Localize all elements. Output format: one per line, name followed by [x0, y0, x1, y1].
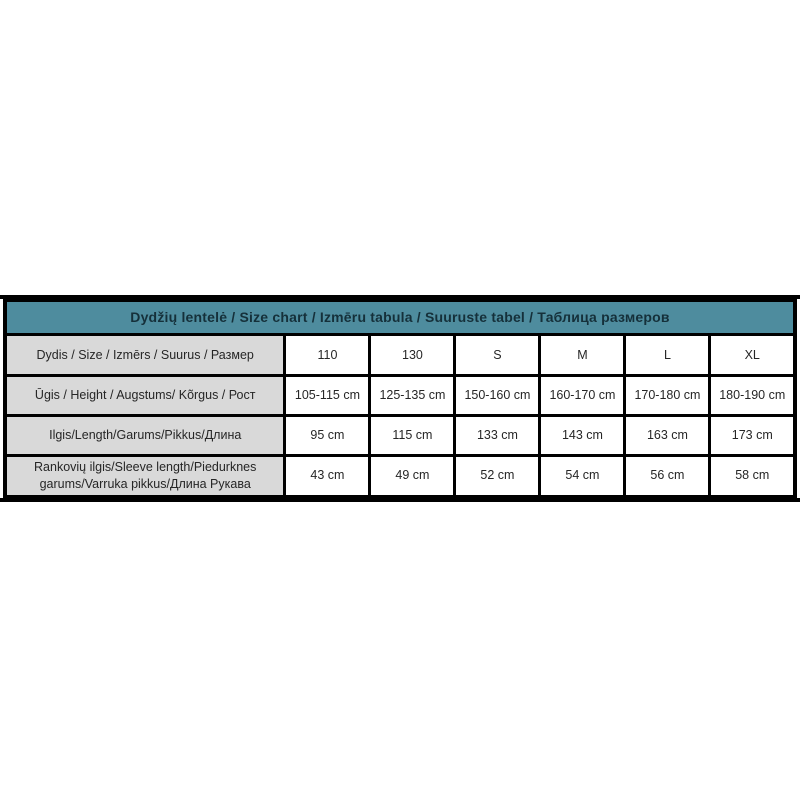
value-cell: 133 cm: [455, 416, 540, 456]
value-cell: 173 cm: [710, 416, 795, 456]
value-cell: 115 cm: [370, 416, 455, 456]
table-body: [5, 335, 795, 497]
value-cell: XL: [710, 335, 795, 376]
value-cell: 49 cm: [370, 456, 455, 497]
value-cell: 125-135 cm: [370, 376, 455, 416]
value-cell: 160-170 cm: [540, 376, 625, 416]
table-title-row: [5, 301, 795, 335]
table-title: Dydžių lentelė / Size chart / Izmēru tabula / Suuruste tabel / Таблица размеров: [5, 301, 795, 335]
value-cell: 54 cm: [540, 456, 625, 497]
value-cell: 110: [285, 335, 370, 376]
value-cell: M: [540, 335, 625, 376]
size-chart: [0, 295, 800, 502]
row-label: Dydis / Size / Izmērs / Suurus / Размер: [5, 335, 285, 376]
value-cell: 56 cm: [625, 456, 710, 497]
value-cell: 170-180 cm: [625, 376, 710, 416]
value-cell: 150-160 cm: [455, 376, 540, 416]
size-chart-table: [3, 299, 797, 498]
table-row: [5, 335, 795, 376]
row-label: Ūgis / Height / Augstums/ Kõrgus / Рост: [5, 376, 285, 416]
value-cell: 180-190 cm: [710, 376, 795, 416]
value-cell: 105-115 cm: [285, 376, 370, 416]
value-cell: 143 cm: [540, 416, 625, 456]
row-label: Rankovių ilgis/Sleeve length/Piedurknes garums/Varruka pikkus/Длина Рукава: [5, 456, 285, 497]
value-cell: 130: [370, 335, 455, 376]
table-row: [5, 376, 795, 416]
value-cell: 43 cm: [285, 456, 370, 497]
row-label: Ilgis/Length/Garums/Pikkus/Длина: [5, 416, 285, 456]
value-cell: 58 cm: [710, 456, 795, 497]
value-cell: S: [455, 335, 540, 376]
table-row: [5, 416, 795, 456]
table-row: [5, 456, 795, 497]
value-cell: 163 cm: [625, 416, 710, 456]
value-cell: 95 cm: [285, 416, 370, 456]
value-cell: 52 cm: [455, 456, 540, 497]
value-cell: L: [625, 335, 710, 376]
